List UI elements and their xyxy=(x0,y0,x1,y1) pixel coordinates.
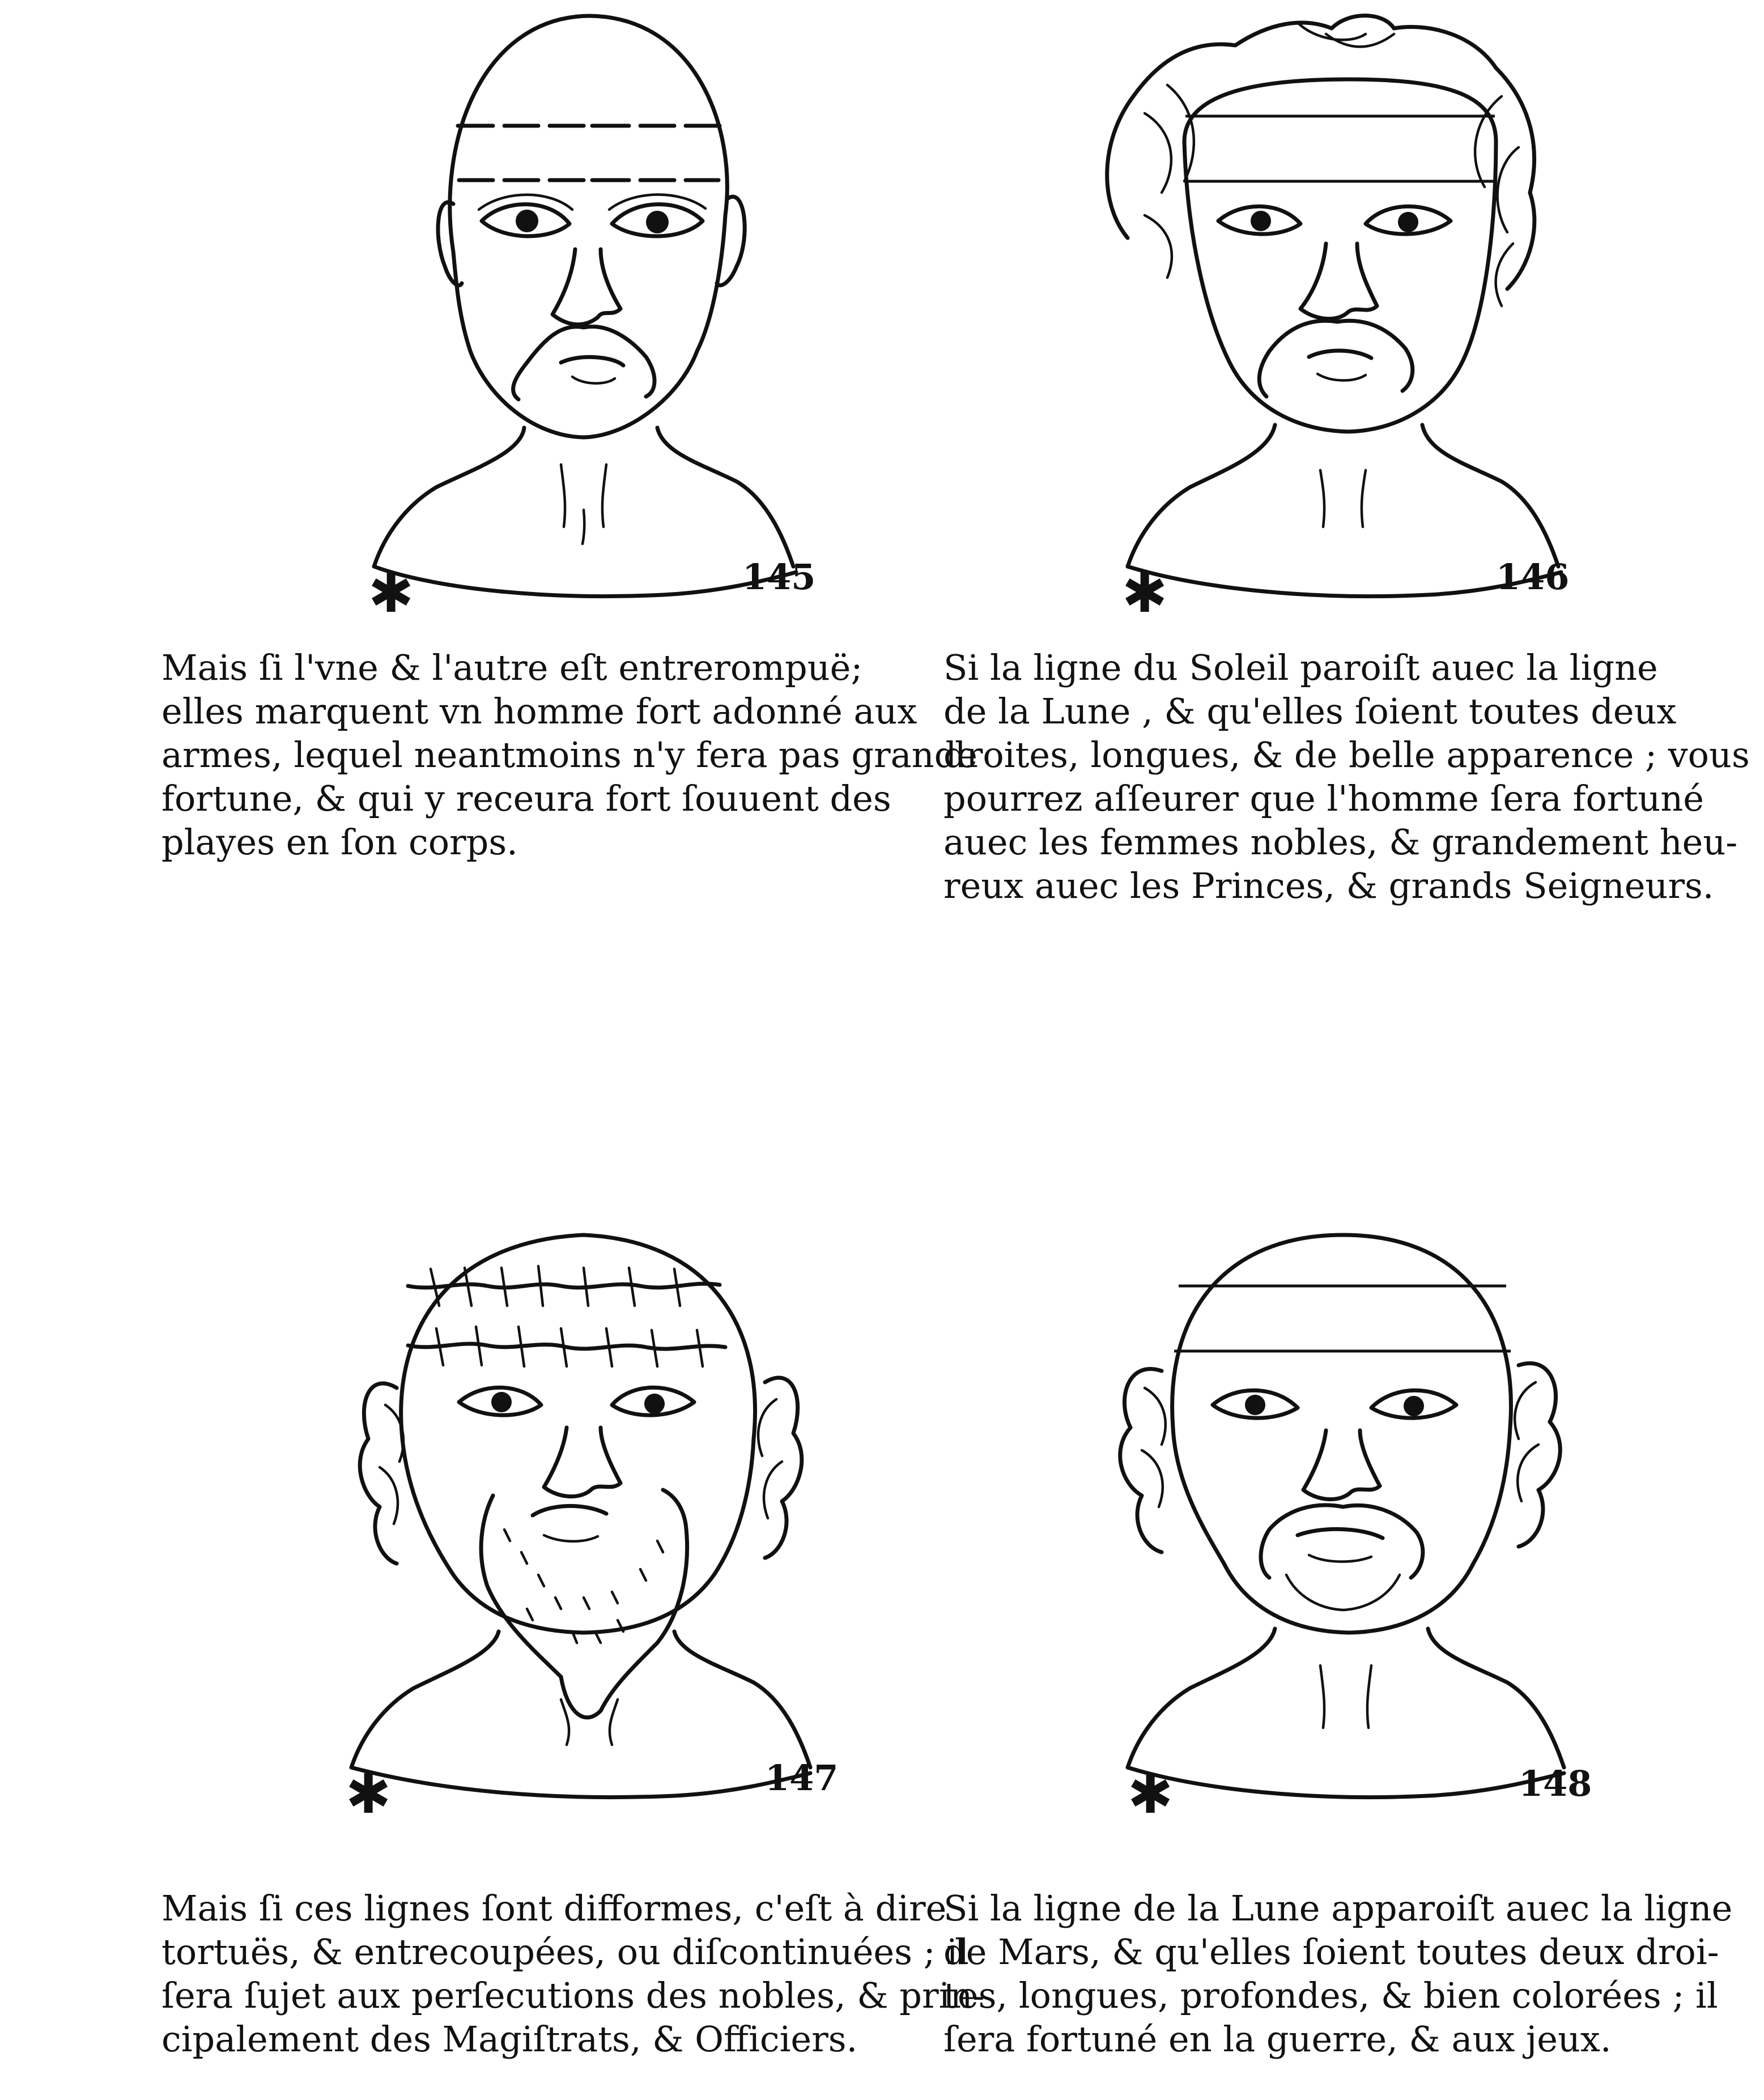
bearded-head-with-broken-forehead-lines xyxy=(266,1201,1060,1824)
caption-line: de la Lune , & qu'elles ſoient toutes deux xyxy=(943,691,1677,732)
caption-line: armes, lequel neantmoins n'y fera pas grande xyxy=(161,734,977,776)
caption-line: droites, longues, & de belle apparence ; vous xyxy=(943,734,1750,776)
caption-line: ſera fortuné en la guerre, & aux jeux. xyxy=(943,2018,1612,2060)
caption-line: Si la ligne de la Lune apparoiſt auec la ligne xyxy=(943,1888,1733,1929)
caption-line: Mais ſi l'vne & l'autre eſt entrerompuë; xyxy=(161,647,863,688)
figure-number: 145 xyxy=(742,556,816,598)
figure-145-illustration xyxy=(266,0,1060,623)
caption-line: pourrez aſſeurer que l'homme ſera fortuné xyxy=(943,778,1704,819)
asterisk-marker-icon: ✱ xyxy=(1128,1762,1174,1826)
figure-147-caption xyxy=(161,1886,985,2061)
caption-line: elles marquent vn homme fort adonné aux xyxy=(161,691,917,732)
figure-number: 148 xyxy=(1519,1763,1592,1804)
caption-line: Si la ligne du Soleil paroiſt auec la ligne xyxy=(943,647,1658,688)
curly-haired-head-with-ruled-forehead xyxy=(1031,0,1764,623)
asterisk-marker-icon: ✱ xyxy=(1122,561,1168,625)
caption-line: cipalement des Magiſtrats, & Officiers. xyxy=(161,2018,858,2060)
figure-148-illustration xyxy=(1031,1201,1764,1824)
bald-head-with-dashed-forehead-lines xyxy=(266,0,1060,623)
asterisk-marker-icon: ✱ xyxy=(346,1762,392,1826)
caption-line: auec les femmes nobles, & grandement heu- xyxy=(943,821,1738,863)
figure-147-illustration xyxy=(266,1201,1060,1824)
caption-line: ſera ſujet aux perſecutions des nobles, & prin- xyxy=(161,1975,985,2016)
asterisk-marker-icon: ✱ xyxy=(368,561,414,625)
figure-number: 146 xyxy=(1496,556,1570,598)
caption-line: reux auec les Princes, & grands Seigneurs. xyxy=(943,865,1714,906)
figure-146-caption xyxy=(943,646,1750,908)
figure-145-caption xyxy=(161,646,977,864)
caption-line: Mais ſi ces lignes ſont difformes, c'eſt à dire xyxy=(161,1888,947,1929)
figure-146-illustration xyxy=(1031,0,1764,623)
balding-head-with-ruled-forehead xyxy=(1031,1201,1764,1824)
caption-line: playes en ſon corps. xyxy=(161,821,518,863)
caption-line: tes, longues, profondes, & bien colorées ; il xyxy=(943,1975,1718,2016)
caption-line: fortune, & qui y receura fort ſouuent des xyxy=(161,778,891,819)
figure-number: 147 xyxy=(765,1757,839,1799)
figure-148-caption xyxy=(943,1886,1733,2061)
caption-line: tortuës, & entrecoupées, ou diſcontinuées ; il xyxy=(161,1931,969,1973)
caption-line: de Mars, & qu'elles ſoient toutes deux droi- xyxy=(943,1931,1719,1973)
